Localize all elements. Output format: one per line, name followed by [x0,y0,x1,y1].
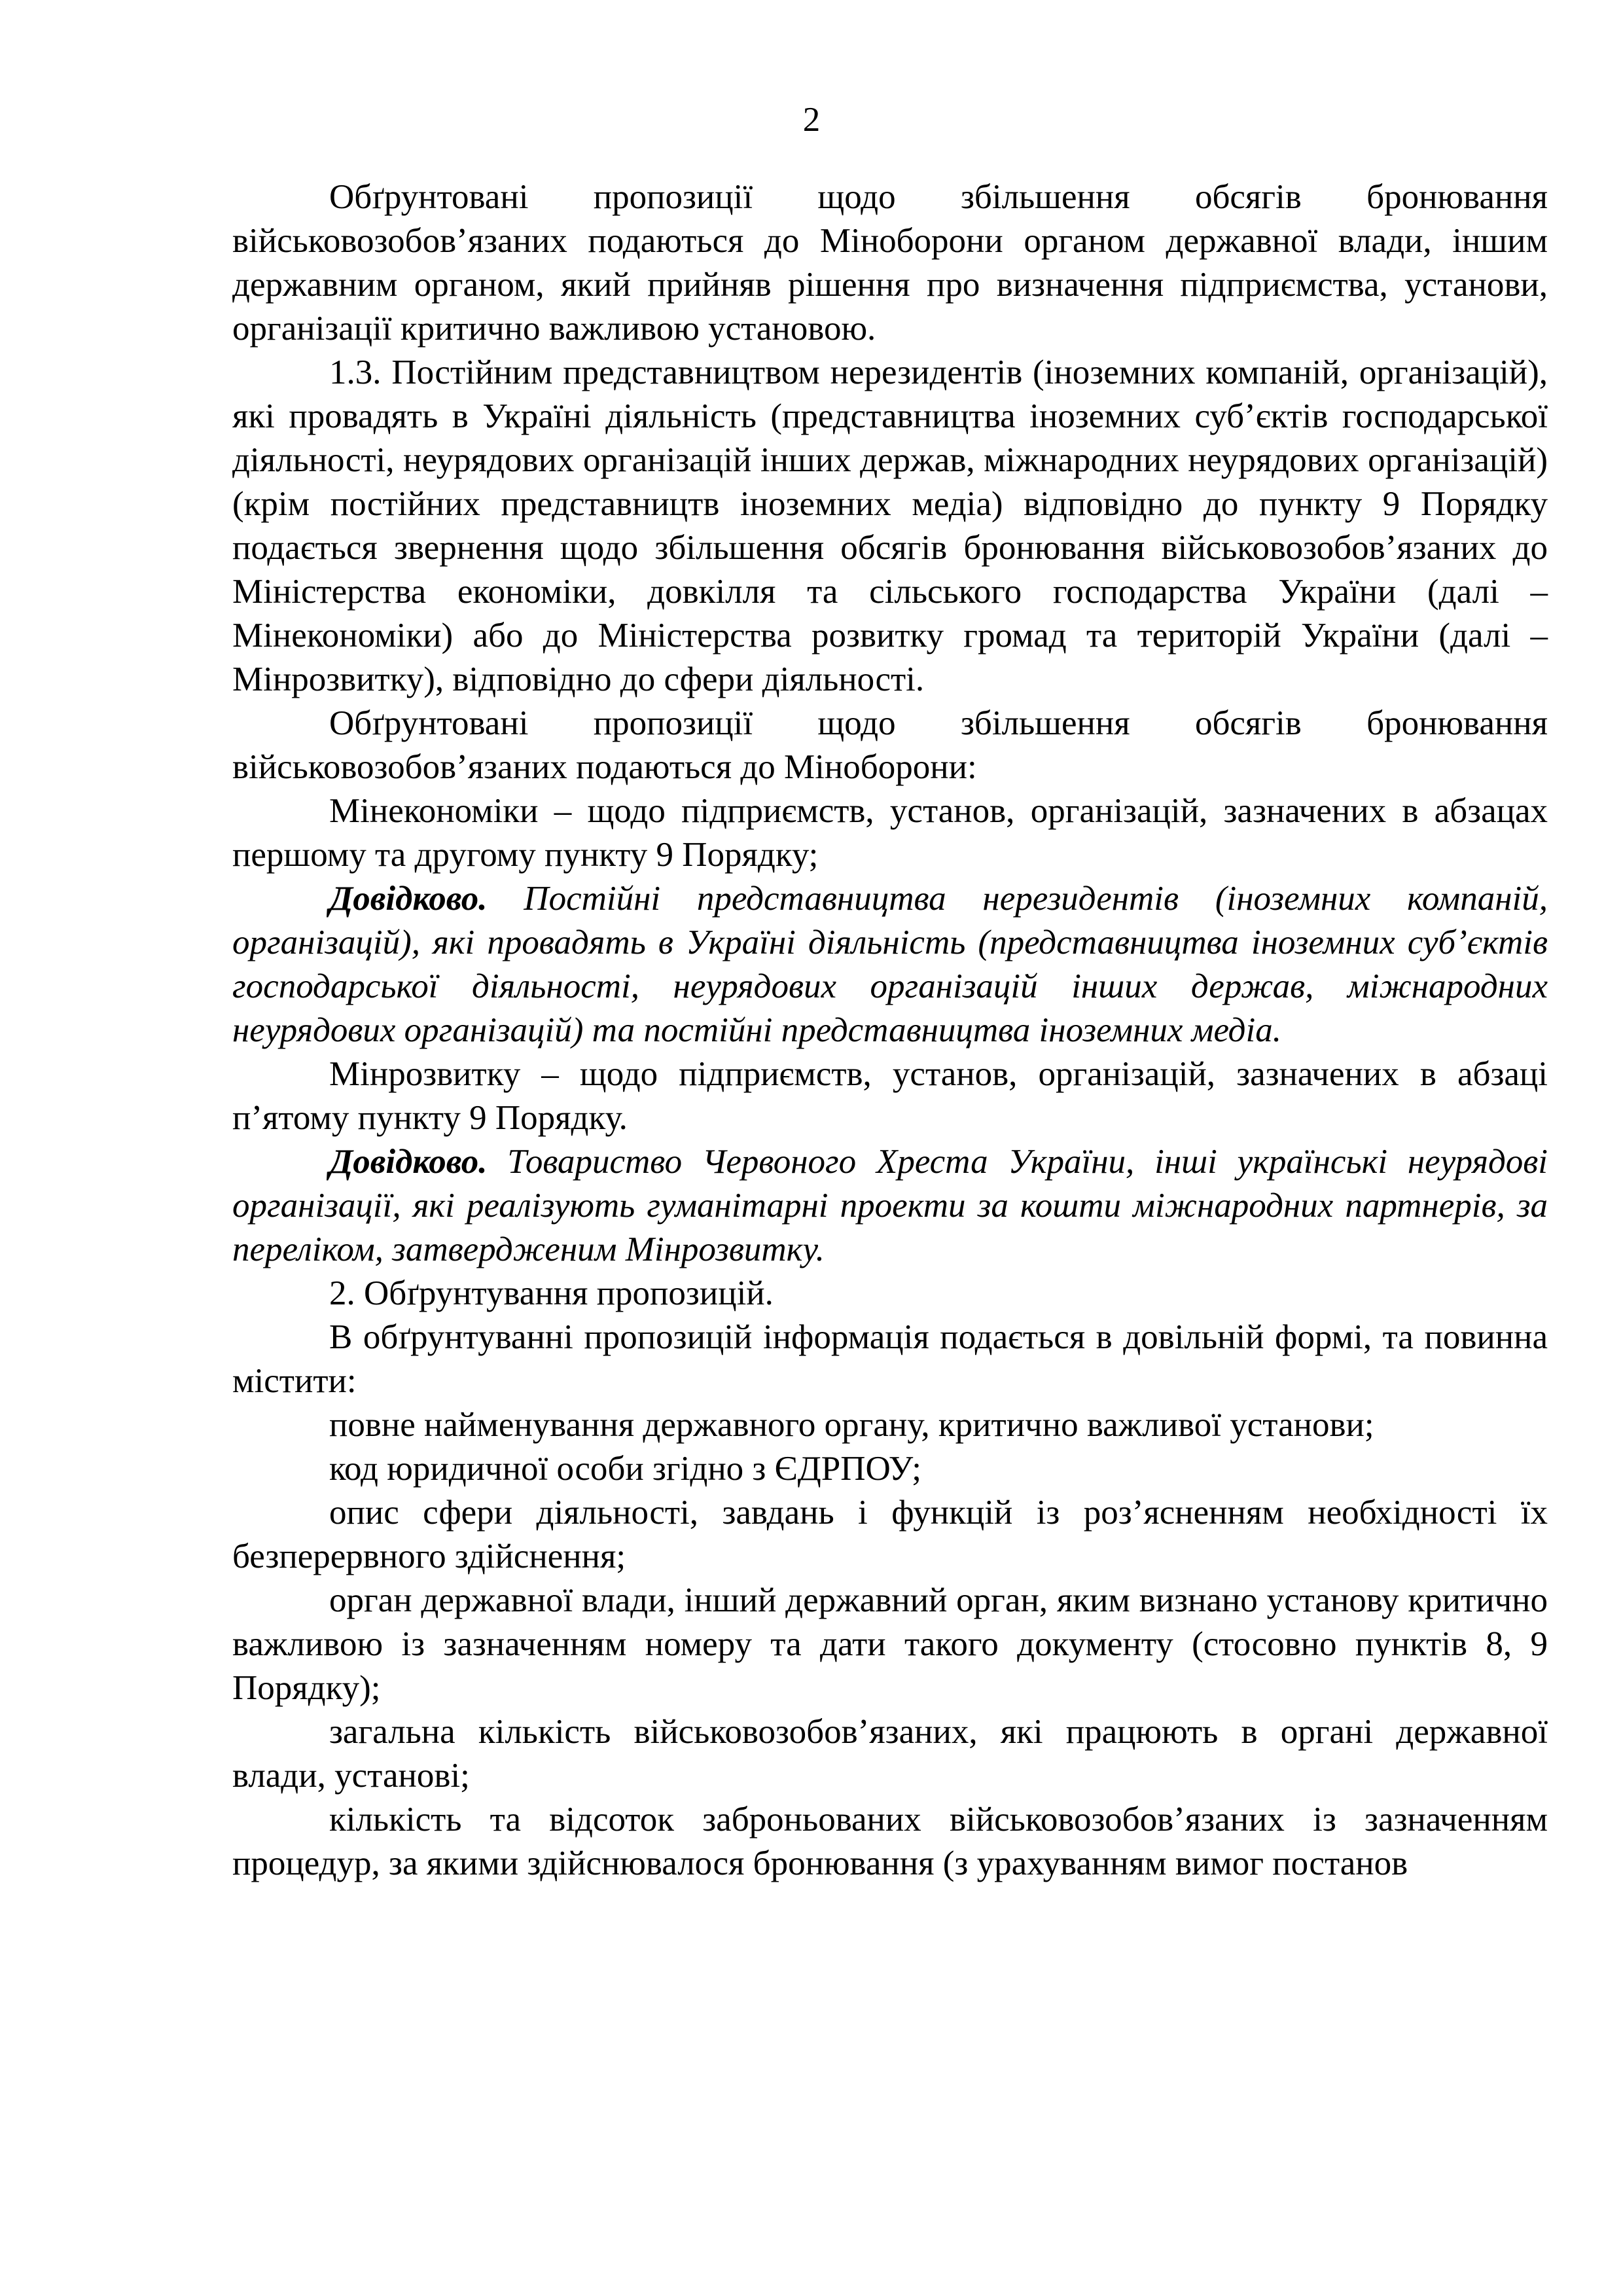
document-body [232,175,1548,1886]
list-item-full-name: повне найменування державного органу, критично важливої установи; [329,1406,1374,1444]
note-label: Довідково. [329,1143,488,1181]
paragraph-1-3-nonresidents: 1.3. Постійним представництвом нерезидентів (іноземних компаній, організацій), які провадять в Україні діяльність (представництва іноземних суб’єктів господарської діяльності, неурядових організацій інших держав, міжнародних неурядових організацій) (крім постійних представництв іноземних медіа) відповідно до пункту 9 Порядку подається звернення щодо збільшення обсягів бронювання військовозобов’язаних до Міністерства економіки, довкілля та сільського господарства України (далі – Мінекономіки) або до Міністерства розвитку громад та територій України (далі – Мінрозвитку), відповідно до сфери діяльності. [232,353,1548,698]
list-item-reserved-count: кількість та відсоток заброньованих військовозобов’язаних із зазначенням процедур, за якими здійснювалося бронювання (з урахуванням вимог постанов [232,1801,1548,1882]
list-item-recognizing-authority: орган державної влади, інший державний орган, яким визнано установу критично важливою із зазначенням номеру та дати такого документу (стосовно пунктів 8, 9 Порядку); [232,1581,1548,1707]
note-paragraph-red-cross [232,1140,1548,1272]
paragraph-proposals-submitted: Обґрунтовані пропозиції щодо збільшення обсягів бронювання військовозобов’язаних подаються до Міноборони: [232,704,1548,786]
note-text: Постійні представництва нерезидентів (іноземних компаній, організацій), які провадять в Україні діяльність (представництва іноземних суб’єктів господарської діяльності, неурядових організацій інших держав, міжнародних неурядових організацій) та постійні представництва іноземних медіа. [232,880,1548,1049]
note-paragraph-representations [232,877,1548,1052]
paragraph-mineconomy: Мінекономіки – щодо підприємств, установ, організацій, зазначених в абзацах першому та другому пункту 9 Порядку; [232,792,1548,874]
note-text: Товариство Червоного Хреста України, інші українські неурядові організації, які реалізують гуманітарні проекти за кошти міжнародних партнерів, за переліком, затвердженим Мінрозвитку. [232,1143,1548,1268]
heading-2-justification: 2. Обґрунтування пропозицій. [329,1274,774,1312]
paragraph-justification-form: В обґрунтуванні пропозицій інформація подається в довільній формі, та повинна містити: [232,1318,1548,1400]
list-item-activity-description: опис сфери діяльності, завдань і функцій із роз’ясненням необхідності їх безперервного здійснення; [232,1494,1548,1575]
list-item-edrpou-code: код юридичної особи згідно з ЄДРПОУ; [329,1450,922,1488]
paragraph-proposals-minoborony: Обґрунтовані пропозиції щодо збільшення обсягів бронювання військовозобов’язаних подаються до Міноборони органом державної влади, іншим державним органом, який прийняв рішення про визначення підприємства, установи, організації критично важливою установою. [232,178,1548,348]
paragraph-minrozvytku: Мінрозвитку – щодо підприємств, установ, організацій, зазначених в абзаці п’ятому пункту 9 Порядку. [232,1055,1548,1137]
note-label: Довідково. [329,880,488,918]
page-number: 2 [802,101,821,139]
list-item-total-count: загальна кількість військовозобов’язаних, які працюють в органі державної влади, установі; [232,1713,1548,1795]
